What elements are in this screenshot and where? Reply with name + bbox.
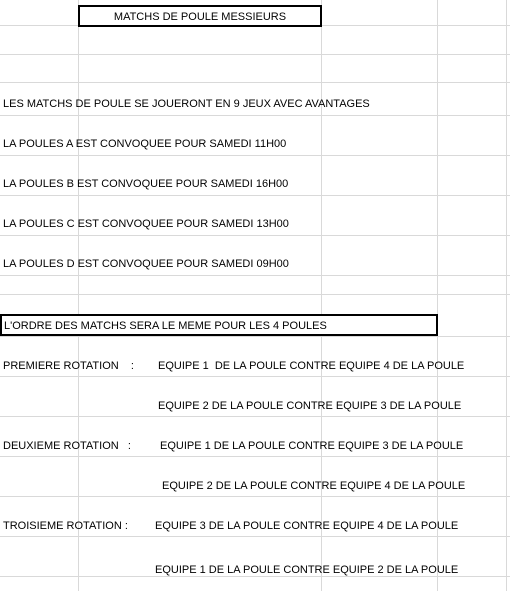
rotation-1-match-2[interactable]: EQUIPE 2 DE LA POULE CONTRE EQUIPE 3 DE LA POULE <box>158 400 462 412</box>
sheet-title: MATCHS DE POULE MESSIEURS <box>113 11 287 23</box>
rotation-3-match-1[interactable]: EQUIPE 3 DE LA POULE CONTRE EQUIPE 4 DE LA POULE <box>155 520 459 532</box>
title-cell[interactable] <box>78 5 322 27</box>
row-gridline <box>0 235 510 236</box>
row-gridline <box>0 82 510 83</box>
rotation-1-label[interactable]: PREMIERE ROTATION : <box>3 360 134 372</box>
order-note-cell[interactable] <box>0 314 438 336</box>
column-gridline <box>321 0 322 591</box>
row-gridline <box>0 536 510 537</box>
convocation-poule-a[interactable]: LA POULES A EST CONVOQUEE POUR SAMEDI 11H00 <box>3 138 287 150</box>
column-gridline <box>78 0 79 591</box>
column-gridline <box>506 0 507 591</box>
row-gridline <box>0 195 510 196</box>
rotation-2-label[interactable]: DEUXIEME ROTATION : <box>3 440 131 452</box>
row-gridline <box>0 115 510 116</box>
convocation-poule-c[interactable]: LA POULES C EST CONVOQUEE POUR SAMEDI 13H00 <box>3 218 289 230</box>
rotation-2-match-2[interactable]: EQUIPE 2 DE LA POULE CONTRE EQUIPE 4 DE LA POULE <box>162 480 466 492</box>
order-note: L'ORDRE DES MATCHS SERA LE MEME POUR LES 4 POULES <box>4 320 327 332</box>
row-gridline <box>0 416 510 417</box>
row-gridline <box>0 275 510 276</box>
row-gridline <box>0 376 510 377</box>
rotation-2-match-1[interactable]: EQUIPE 1 DE LA POULE CONTRE EQUIPE 3 DE LA POULE <box>160 440 464 452</box>
row-gridline <box>0 336 510 337</box>
row-gridline <box>0 496 510 497</box>
convocation-poule-d[interactable]: LA POULES D EST CONVOQUEE POUR SAMEDI 09H00 <box>3 258 289 270</box>
rotation-3-label[interactable]: TROISIEME ROTATION : <box>3 520 128 532</box>
row-gridline <box>0 294 510 295</box>
row-gridline <box>0 54 510 55</box>
row-gridline <box>0 456 510 457</box>
rotation-1-match-1[interactable]: EQUIPE 1 DE LA POULE CONTRE EQUIPE 4 DE LA POULE <box>158 360 465 372</box>
rotation-3-match-2[interactable]: EQUIPE 1 DE LA POULE CONTRE EQUIPE 2 DE LA POULE <box>155 564 459 576</box>
column-gridline <box>437 0 438 591</box>
rules-line[interactable]: LES MATCHS DE POULE SE JOUERONT EN 9 JEUX AVEC AVANTAGES <box>3 98 370 110</box>
row-gridline <box>0 155 510 156</box>
convocation-poule-b[interactable]: LA POULES B EST CONVOQUEE POUR SAMEDI 16H00 <box>3 178 289 190</box>
